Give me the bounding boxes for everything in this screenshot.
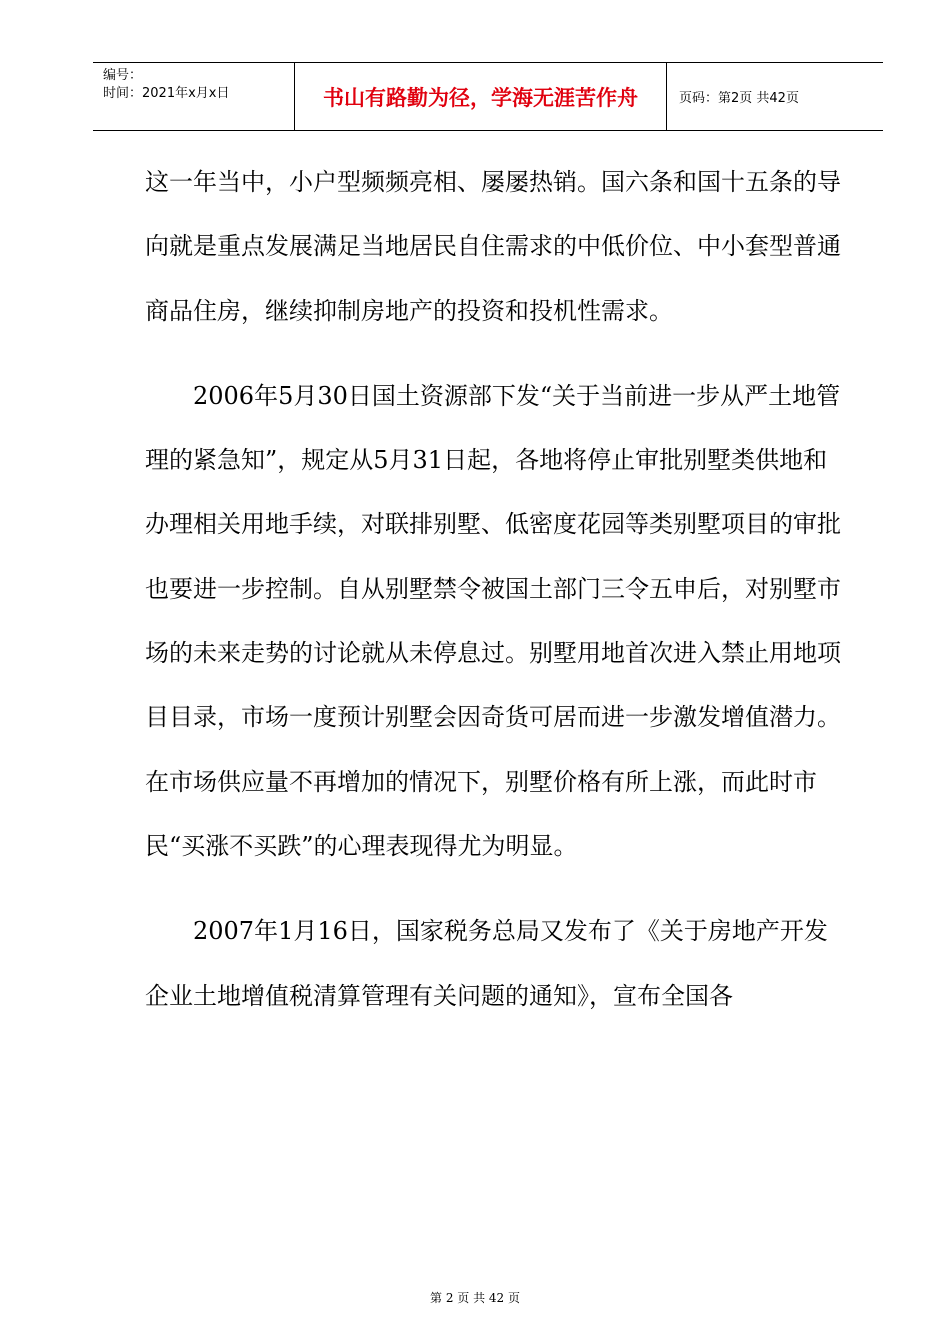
document-body	[145, 150, 845, 1028]
header-page-number: 页码：第2页 共42页	[679, 91, 799, 106]
paragraph: 2007年1月16日，国家税务总局又发布了《关于房地产开发企业土地增值税清算管理有关问题的通知》，宣布全国各	[145, 917, 828, 1010]
paragraph: 2006年5月30日国土资源部下发“关于当前进一步从严土地管理的紧急知”，规定从5月31日起，各地将停止审批别墅类供地和办理相关用地手续，对联排别墅、低密度花园等类别墅项目的审批也要进一步控制。自从别墅禁令被国土部门三令五申后，对别墅市场的未来走势的讨论就从未停息过。别墅用地首次进入禁止用地项目目录，市场一度预计别墅会因奇货可居而进一步激发增值潜力。在市场供应量不再增加的情况下，别墅价格有所上涨，而此时市民“买涨不买跌”的心理表现得尤为明显。	[145, 381, 841, 860]
document-time-label: 时间：2021年x月x日	[103, 86, 230, 101]
paragraph: 这一年当中，小户型频频亮相、屡屡热销。国六条和国十五条的导向就是重点发展满足当地居民自住需求的中低价位、中小套型普通商品住房，继续抑制房地产的投资和投机性需求。	[145, 168, 841, 325]
header-motto: 书山有路勤为径，学海无涯苦作舟	[295, 63, 667, 130]
page-header	[93, 62, 883, 131]
header-meta	[93, 63, 295, 130]
page-footer: 第 2 页 共 42 页	[430, 1291, 520, 1305]
document-number-label: 编号：	[103, 68, 143, 83]
